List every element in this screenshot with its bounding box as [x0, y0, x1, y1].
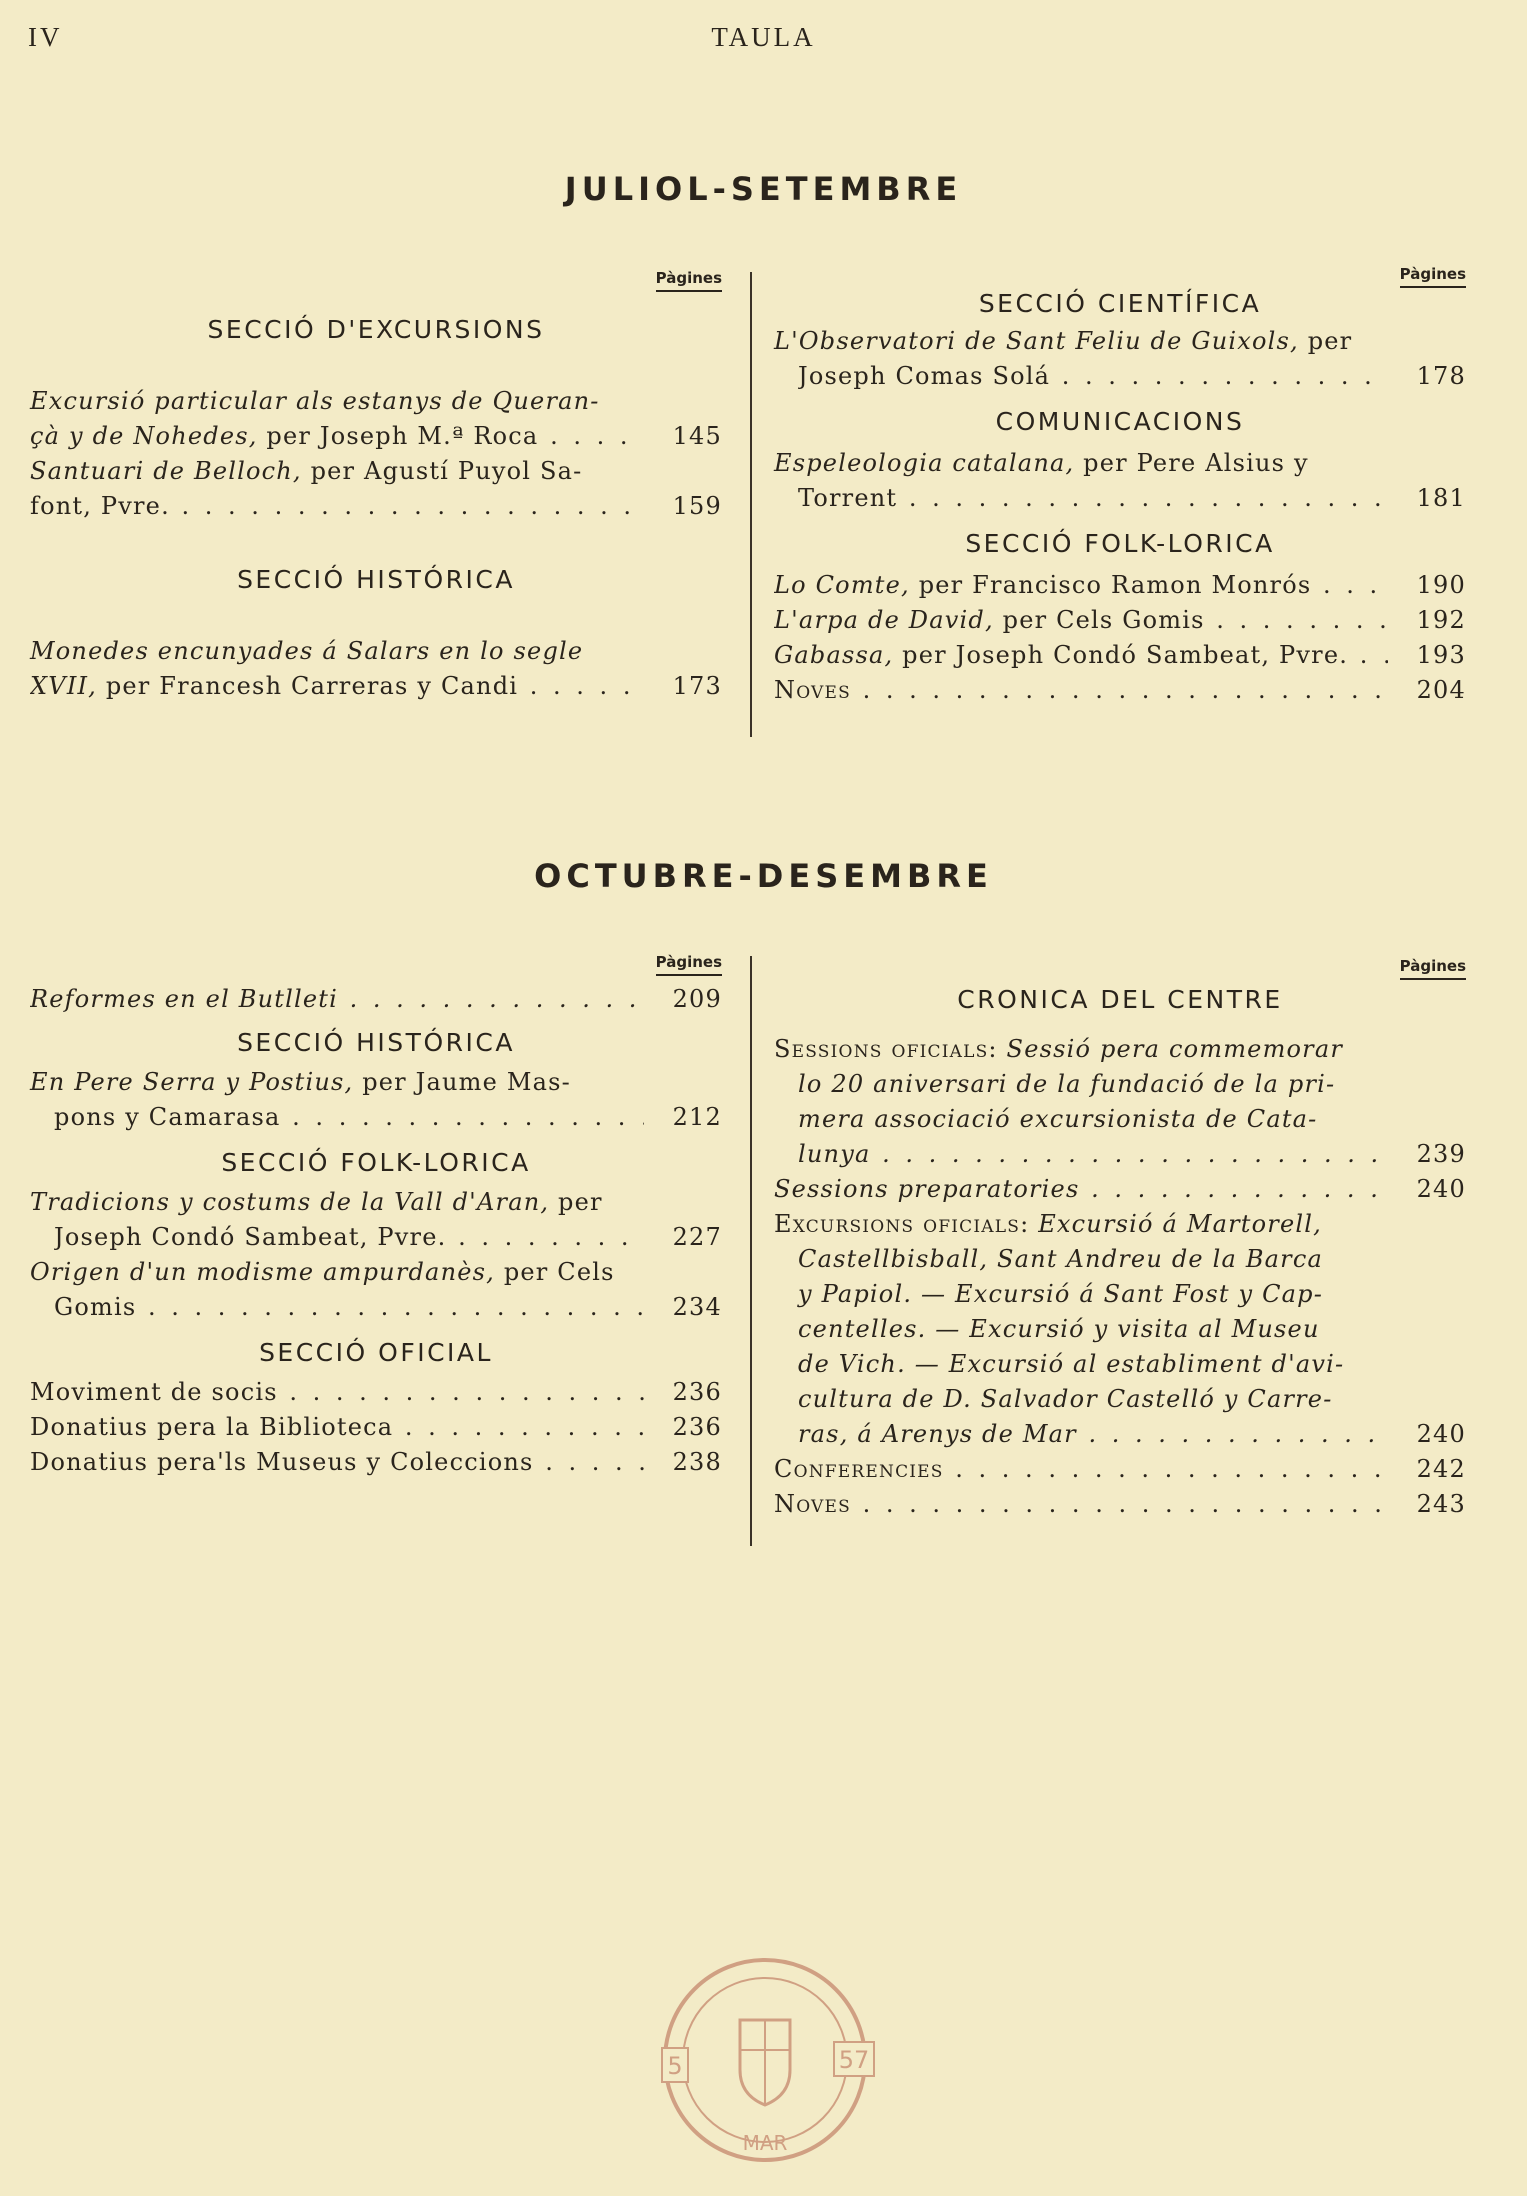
page-ref: 145: [672, 422, 722, 450]
pages-label: [774, 264, 1466, 288]
quarter-title-q3: JULIOL-SETEMBRE: [564, 170, 963, 208]
pages-label: [30, 268, 722, 292]
section-heading: COMUNICACIONS: [995, 407, 1245, 436]
toc-entry[interactable]: [774, 1417, 1466, 1452]
entry-title: L'arpa de David,: [774, 606, 994, 634]
entry-title: çà y de Nohedes,: [30, 422, 258, 450]
pages-label-text: Pàgines: [1400, 956, 1466, 980]
entry-author: per Agustí Puyol Sa-: [301, 457, 583, 485]
page-ref: 173: [672, 672, 722, 700]
toc-entry[interactable]: [774, 1452, 1466, 1487]
entry-text: Sessions preparatories . . .: [774, 1172, 1388, 1207]
section-heading: SECCIÓ CIENTÍFICA: [978, 289, 1262, 318]
entry-title: Lo Comte,: [774, 571, 910, 599]
toc-entry[interactable]: [774, 638, 1466, 673]
entry-title: Gabassa,: [774, 641, 894, 669]
page-ref: 209: [672, 985, 722, 1013]
toc-entry[interactable]: [774, 481, 1466, 516]
toc-entry[interactable]: [30, 1100, 722, 1135]
column-divider: [750, 956, 752, 1546]
toc-entry-line: [30, 1065, 722, 1100]
toc-entry[interactable]: [774, 1172, 1466, 1207]
toc-entry[interactable]: [30, 1445, 722, 1480]
entry-category: Sessions oficials:: [774, 1035, 998, 1063]
entry-author: per Jaume Mas-: [353, 1068, 571, 1096]
running-head: TAULA: [711, 22, 816, 52]
page-ref: 240: [1416, 1420, 1466, 1448]
pages-label: [30, 952, 722, 976]
page-ref: 238: [672, 1448, 722, 1476]
page-ref: 212: [672, 1103, 722, 1131]
page-ref: 242: [1416, 1455, 1466, 1483]
toc-entry[interactable]: [774, 603, 1466, 638]
toc-entry-line: cultura de D. Salvador Castelló y Carre-: [798, 1385, 1333, 1413]
entry-author: per Joseph Condó Sambeat, Pvre.: [893, 641, 1349, 669]
entry-author: per Joseph M.ª Roca: [257, 422, 539, 450]
toc-entry[interactable]: [30, 1290, 722, 1325]
section-heading: SECCIÓ FOLK-LORICA: [965, 529, 1275, 558]
entry-text: Donatius pera'ls Museus y Coleccions . . .: [30, 1445, 644, 1480]
entry-text: Noves . . .: [774, 673, 1388, 708]
entry-title: Reformes en el Butlleti . . .: [30, 982, 644, 1017]
toc-entry-line: [774, 446, 1466, 481]
toc-entry[interactable]: [30, 419, 722, 454]
stamp-num-right: 57: [838, 2046, 870, 2074]
entry-author: per Francisco Ramon Monrós: [909, 571, 1312, 599]
q3-left-column: [30, 268, 722, 704]
toc-entry[interactable]: [30, 489, 722, 524]
toc-entry[interactable]: [30, 669, 722, 704]
page-ref: 227: [672, 1223, 722, 1251]
section-heading: CRONICA DEL CENTRE: [957, 985, 1283, 1014]
page-ref: 236: [672, 1413, 722, 1441]
section-heading: SECCIÓ HISTÓRICA: [237, 1028, 515, 1057]
entry-title: Espeleologia catalana,: [774, 449, 1075, 477]
toc-entry[interactable]: [30, 982, 722, 1017]
entry-text: Moviment de socis . . .: [30, 1375, 644, 1410]
page-number: IV: [28, 22, 63, 52]
section-heading: SECCIÓ FOLK-LORICA: [221, 1148, 531, 1177]
toc-entry-line: [30, 454, 722, 489]
entry-title: XVII,: [30, 672, 98, 700]
toc-entry-line: [774, 1207, 1466, 1242]
entry-title: Origen d'un modisme ampurdanès,: [30, 1258, 495, 1286]
toc-entry-line: [30, 1255, 722, 1290]
entry-text: Donatius pera la Biblioteca . . .: [30, 1410, 644, 1445]
entry-author: per Cels: [494, 1258, 615, 1286]
page-ref: 243: [1416, 1490, 1466, 1518]
toc-entry-line: [30, 1185, 722, 1220]
entry-text: Gomis . . .: [54, 1290, 644, 1325]
entry-text: Conferencies . . .: [774, 1452, 1388, 1487]
entry-text: Noves . . .: [774, 1487, 1388, 1522]
toc-entry[interactable]: [774, 1487, 1466, 1522]
page-ref: 181: [1416, 484, 1466, 512]
entry-author: per Pere Alsius y: [1074, 449, 1309, 477]
library-stamp-icon: [650, 1950, 880, 2180]
page-ref: 236: [672, 1378, 722, 1406]
toc-entry-line: Monedes encunyades á Salars en lo segle: [30, 637, 584, 665]
entry-title: L'Observatori de Sant Feliu de Guixols,: [774, 327, 1299, 355]
page-ref: 234: [672, 1293, 722, 1321]
toc-entry[interactable]: [774, 568, 1466, 603]
entry-title: Excursió á Martorell,: [1029, 1210, 1322, 1238]
entry-title: Tradicions y costums de la Vall d'Aran,: [30, 1188, 550, 1216]
entry-category: Excursions oficials:: [774, 1210, 1030, 1238]
toc-entry-line: [774, 324, 1466, 359]
page-ref: 240: [1416, 1175, 1466, 1203]
toc-entry-line: centelles. — Excursió y visita al Museu: [798, 1315, 1320, 1343]
entry-author: per Cels Gomis: [993, 606, 1205, 634]
entry-text: Torrent . . .: [798, 481, 1388, 516]
page-ref: 239: [1416, 1140, 1466, 1168]
toc-entry[interactable]: [30, 1375, 722, 1410]
page-ref: 159: [672, 492, 722, 520]
section-heading: SECCIÓ HISTÓRICA: [237, 565, 515, 594]
section-heading: SECCIÓ OFICIAL: [259, 1338, 493, 1367]
page-ref: 178: [1416, 362, 1466, 390]
q4-left-column: [30, 952, 722, 1480]
toc-entry-line: [774, 1032, 1466, 1067]
page-ref: 192: [1416, 606, 1466, 634]
entry-author: per Francesh Carreras y Candi: [97, 672, 519, 700]
page-ref: 204: [1416, 676, 1466, 704]
page-ref: 190: [1416, 571, 1466, 599]
entry-title: Santuari de Belloch,: [30, 457, 302, 485]
pages-label: [774, 956, 1466, 980]
toc-entry-line: Excursió particular als estanys de Queran-: [30, 387, 600, 415]
q4-right-column: [774, 956, 1466, 1522]
toc-entry[interactable]: [774, 673, 1466, 708]
toc-entry-line: Castellbisball, Sant Andreu de la Barca: [798, 1245, 1323, 1273]
entry-text: ras, á Arenys de Mar . . .: [798, 1417, 1388, 1452]
toc-entry-line: mera associació excursionista de Cata-: [798, 1105, 1318, 1133]
toc-entry[interactable]: [774, 359, 1466, 394]
entry-author: per: [1298, 327, 1353, 355]
toc-entry-line: lo 20 aniversari de la fundació de la pri-: [798, 1070, 1336, 1098]
pages-label-text: Pàgines: [656, 952, 722, 976]
quarter-title-q4: OCTUBRE-DESEMBRE: [534, 857, 993, 895]
entry-text: Joseph Condó Sambeat, Pvre. . . .: [54, 1220, 644, 1255]
stamp-num-left: 5: [667, 2052, 683, 2080]
toc-entry[interactable]: [30, 1410, 722, 1445]
entry-text: Joseph Comas Solá . . .: [798, 359, 1388, 394]
entry-text: pons y Camarasa . . .: [54, 1100, 644, 1135]
section-heading: SECCIÓ D'EXCURSIONS: [207, 315, 545, 344]
toc-entry[interactable]: [774, 1137, 1466, 1172]
pages-label-text: Pàgines: [656, 268, 722, 292]
toc-entry-line: y Papiol. — Excursió á Sant Fost y Cap-: [798, 1280, 1324, 1308]
column-divider: [750, 272, 752, 737]
page-ref: 193: [1416, 641, 1466, 669]
q3-right-column: [774, 264, 1466, 708]
entry-author: per: [549, 1188, 603, 1216]
toc-entry-line: de Vich. — Excursió al establiment d'avi-: [798, 1350, 1345, 1378]
entry-text: font, Pvre. . . .: [30, 489, 644, 524]
entry-text: lunya . . .: [798, 1137, 1388, 1172]
pages-label-text: Pàgines: [1400, 264, 1466, 288]
entry-title: En Pere Serra y Postius,: [30, 1068, 354, 1096]
stamp-month: MAR: [742, 2131, 788, 2155]
toc-entry[interactable]: [30, 1220, 722, 1255]
entry-title: Sessió pera commemorar: [997, 1035, 1344, 1063]
